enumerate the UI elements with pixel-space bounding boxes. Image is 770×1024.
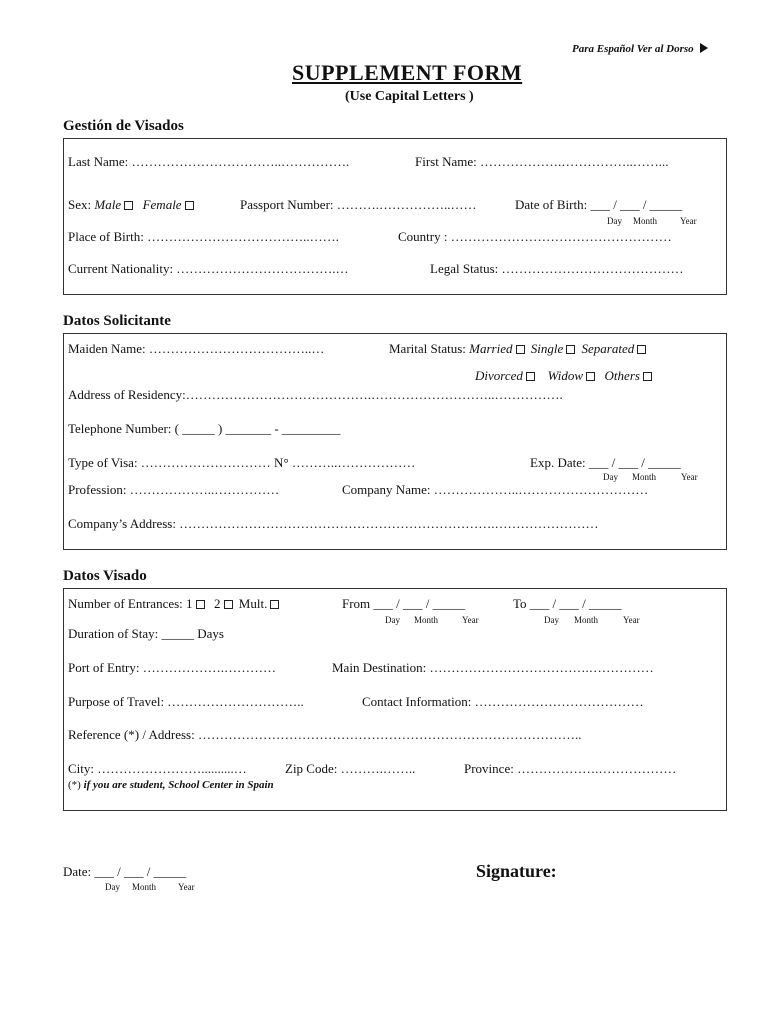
spanish-link-label: Para Español Ver al Dorso [572,43,694,55]
footer-year-caption: Year [178,882,195,892]
passport-number-field[interactable]: Passport Number: ……….……………..…… [240,197,477,212]
single-checkbox[interactable] [566,345,575,354]
page-subtitle: (Use Capital Letters ) [345,89,474,104]
duration-of-stay-field[interactable]: Duration of Stay: _____ Days [68,626,224,641]
footnote-text: if you are student, School Center in Spain [83,779,274,791]
signature-label: Signature: [476,861,557,881]
footnote-mark: (*) [68,779,81,791]
section-heading-visado: Datos Visado [63,568,147,584]
widow-checkbox[interactable] [586,372,595,381]
male-label: Male [94,197,122,212]
maiden-name-field[interactable]: Maiden Name: ………………………………..… [68,341,325,356]
to-date-field[interactable]: To ___ / ___ / _____ [513,596,622,611]
footer-date-field[interactable]: Date: ___ / ___ / _____ [63,864,187,879]
from-date-field[interactable]: From ___ / ___ / _____ [342,596,466,611]
from-day-caption: Day [385,615,400,625]
others-checkbox[interactable] [643,372,652,381]
spanish-version-link[interactable] [572,43,708,55]
place-of-birth-field[interactable]: Place of Birth: ………………………………..……. [68,229,339,244]
purpose-of-travel-field[interactable]: Purpose of Travel: ………………………….. [68,694,304,709]
entrances-row [68,596,282,612]
city-field[interactable]: City: ……………………..........… [68,761,247,776]
from-month-caption: Month [414,615,439,625]
single-label: Single [530,341,564,356]
marital-status-row-2 [475,368,655,384]
province-field[interactable]: Province: ……………….……………… [464,761,677,776]
dob-day-caption: Day [607,216,622,226]
exp-month-caption: Month [632,472,657,482]
entrances-label: Number of Entrances: 1 [68,596,193,611]
marital-status-row [389,341,649,357]
exp-day-caption: Day [603,472,618,482]
to-day-caption: Day [544,615,559,625]
sex-row [68,197,197,213]
to-month-caption: Month [574,615,599,625]
separated-checkbox[interactable] [637,345,646,354]
female-checkbox[interactable] [185,201,194,210]
section-heading-solicitante: Datos Solicitante [63,313,171,329]
telephone-field[interactable]: Telephone Number: ( _____ ) _______ - _________ [68,421,341,436]
country-field[interactable]: Country : …………………………………………… [398,229,672,244]
married-checkbox[interactable] [516,345,525,354]
page-title: SUPPLEMENT FORM [292,60,523,85]
divorced-checkbox[interactable] [526,372,535,381]
first-name-field[interactable]: First Name: ……………….……………..……... [415,154,669,169]
nationality-field[interactable]: Current Nationality: ……………………………….… [68,261,349,276]
section-heading-gestion: Gestión de Visados [63,118,184,134]
last-name-field[interactable]: Last Name: ……………………………..……………. [68,154,350,169]
exp-date-field[interactable]: Exp. Date: ___ / ___ / _____ [530,455,681,470]
footer-month-caption: Month [132,882,157,892]
profession-field[interactable]: Profession: ………………..…………… [68,482,280,497]
main-destination-field[interactable]: Main Destination: ……………………………….…………… [332,660,654,675]
others-label: Others [604,368,640,383]
entrance-mult-checkbox[interactable] [270,600,279,609]
port-of-entry-field[interactable]: Port of Entry: ……………….………… [68,660,276,675]
male-checkbox[interactable] [124,201,133,210]
from-year-caption: Year [462,615,479,625]
dob-month-caption: Month [633,216,658,226]
divorced-label: Divorced [475,368,523,383]
marital-status-label: Marital Status: [389,341,466,356]
entrance-2-checkbox[interactable] [224,600,233,609]
footnote [68,779,274,791]
sex-label: Sex: [68,197,92,212]
legal-status-field[interactable]: Legal Status: …………………………………… [430,261,684,276]
address-residency-field[interactable]: Address of Residency:…………………………………….………………………..……………. [68,387,563,402]
widow-label: Widow [547,368,584,383]
reference-address-field[interactable]: Reference (*) / Address: …………………………………………………………………………….. [68,727,582,742]
visa-type-field[interactable]: Type of Visa: ………………………… N° ………..……………… [68,455,416,470]
triangle-right-icon [700,43,708,53]
company-address-field[interactable]: Company’s Address: ……………………………………………………………….…………………… [68,516,599,531]
contact-information-field[interactable]: Contact Information: ………………………………… [362,694,644,709]
exp-year-caption: Year [681,472,698,482]
entrance-1-checkbox[interactable] [196,600,205,609]
entrance-2-label: 2 [214,596,221,611]
company-name-field[interactable]: Company Name: ………………..………………………… [342,482,649,497]
zip-code-field[interactable]: Zip Code: ……….…….. [285,761,416,776]
separated-label: Separated [581,341,635,356]
footer-day-caption: Day [105,882,120,892]
date-of-birth-field[interactable]: Date of Birth: ___ / ___ / _____ [515,197,683,212]
entrance-mult-label: Mult. [238,596,268,611]
married-label: Married [469,341,513,356]
dob-year-caption: Year [680,216,697,226]
female-label: Female [142,197,182,212]
to-year-caption: Year [623,615,640,625]
